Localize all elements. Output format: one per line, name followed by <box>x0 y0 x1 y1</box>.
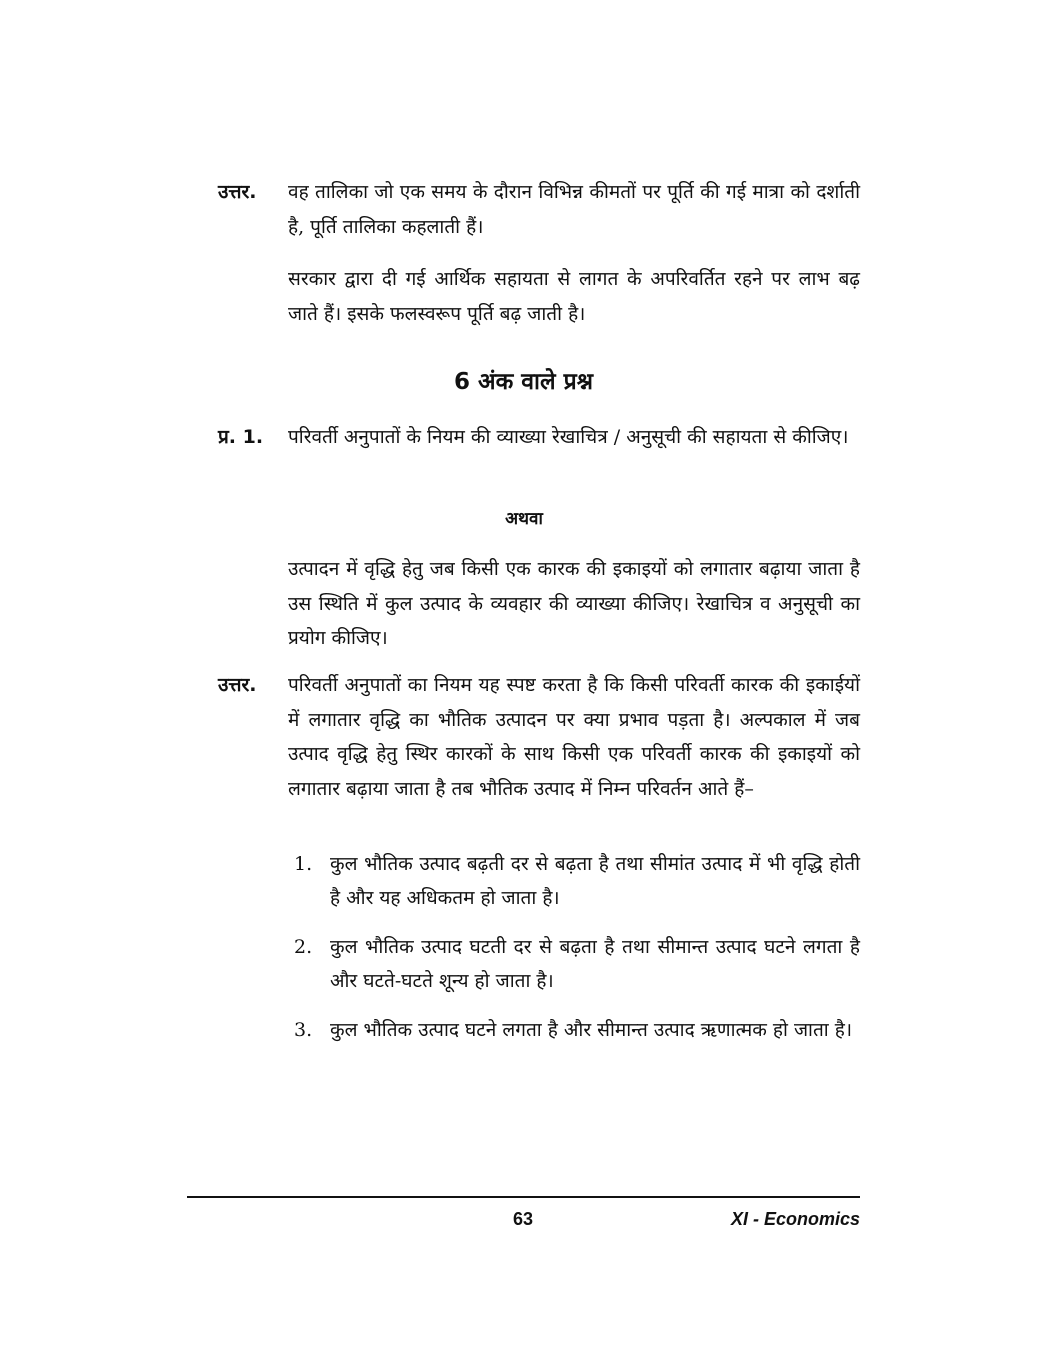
list-item-text: कुल भौतिक उत्पाद घटने लगता है और सीमान्त उत्पाद ऋणात्मक हो जाता है। <box>330 1019 853 1041</box>
question-label: प्र. 1. <box>218 426 264 448</box>
answer-paragraph: परिवर्ती अनुपातों का नियम यह स्पष्ट करता है कि किसी परिवर्ती कारक की इकाईयों में लगातार वृद्धि का भौतिक उत्पादन पर क्या प्रभाव पड़ता है। अल्पकाल में जब उत्पाद वृद्धि हेतु स्थिर कारकों के साथ किसी एक परिवर्ती कारक की इकाइयों को लगातार बढ़ाया जाता है तब भौतिक उत्पाद में निम्न परिवर्तन आते हैं– <box>288 674 860 800</box>
answer-paragraph: वह तालिका जो एक समय के दौरान विभिन्न कीमतों पर पूर्ति की गई मात्रा को दर्शाती है, पूर्ति तालिका कहलाती हैं। <box>288 181 860 238</box>
list-item-text: कुल भौतिक उत्पाद घटती दर से बढ़ता है तथा सीमान्त उत्पाद घटने लगता है और घटते-घटते शून्य हो जाता है। <box>330 936 860 992</box>
question-alt-text: उत्पादन में वृद्धि हेतु जब किसी एक कारक की इकाइयों को लगातार बढ़ाया जाता है उस स्थिति में कुल उत्पाद के व्यवहार की व्याख्या कीजिए। रेखाचित्र व अनुसूची का प्रयोग कीजिए। <box>288 558 860 649</box>
or-separator: अथवा <box>505 509 543 529</box>
list-item-number: 3. <box>294 1019 313 1041</box>
page-number: 63 <box>512 1209 534 1229</box>
question-text: परिवर्ती अनुपातों के नियम की व्याख्या रेखाचित्र / अनुसूची की सहायता से कीजिए। <box>288 426 849 448</box>
answer-label: उत्तर. <box>218 181 257 203</box>
answer-paragraph: सरकार द्वारा दी गई आर्थिक सहायता से लागत के अपरिवर्तित रहने पर लाभ बढ़ जाते हैं। इसके फलस्वरूप पूर्ति बढ़ जाती है। <box>288 268 860 325</box>
list-item-text: कुल भौतिक उत्पाद बढ़ती दर से बढ़ता है तथा सीमांत उत्पाद में भी वृद्धि होती है और यह अधिकतम हो जाता है। <box>330 853 860 909</box>
answer-label: उत्तर. <box>218 674 257 696</box>
footer-divider <box>187 1196 860 1198</box>
list-item-number: 1. <box>294 853 313 875</box>
footer-book-title: XI - Economics <box>730 1209 860 1229</box>
section-heading: 6 अंक वाले प्रश्न <box>454 369 593 395</box>
list-item-number: 2. <box>294 936 313 958</box>
